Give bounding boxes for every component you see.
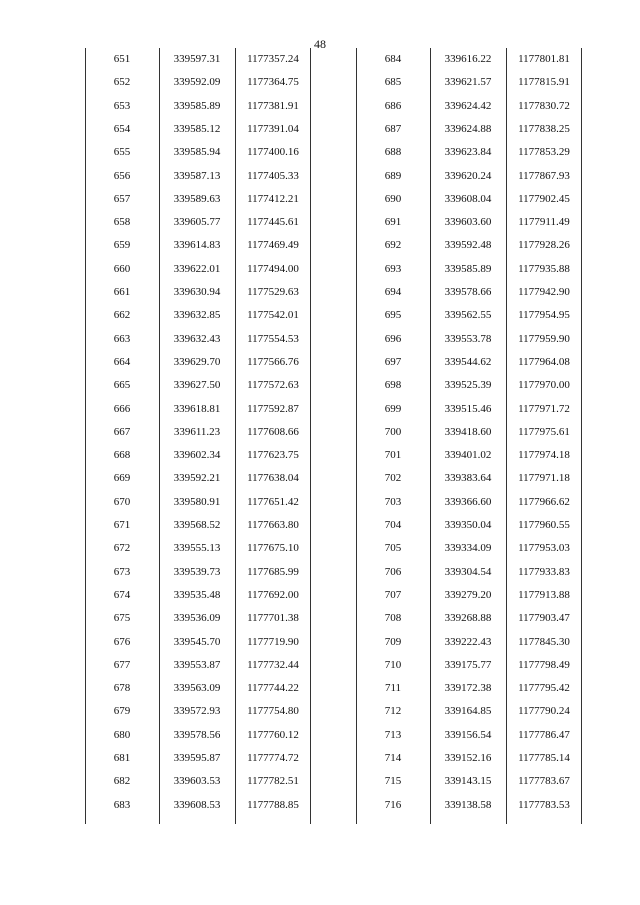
y-coordinate-cell: 1177971.18 bbox=[518, 472, 570, 485]
coordinate-table-left bbox=[85, 48, 310, 824]
table-row bbox=[85, 188, 310, 211]
x-coordinate-cell: 339578.66 bbox=[444, 286, 492, 298]
table-row bbox=[356, 444, 581, 467]
point-number-cell: 708 bbox=[384, 612, 402, 625]
point-number-cell: 697 bbox=[384, 355, 402, 368]
y-coordinate-cell: 1177838.25 bbox=[518, 122, 570, 135]
y-coordinate-cell: 1177566.76 bbox=[247, 355, 299, 368]
point-number-cell: 688 bbox=[384, 146, 402, 159]
y-coordinate-cell: 1177357.24 bbox=[247, 53, 299, 65]
point-number-cell: 684 bbox=[384, 53, 402, 65]
y-coordinate-cell: 1177903.47 bbox=[518, 612, 570, 625]
table-row bbox=[356, 118, 581, 141]
point-number-cell: 657 bbox=[113, 192, 131, 205]
table-row bbox=[85, 677, 310, 700]
table-row bbox=[85, 794, 310, 817]
x-coordinate-cell: 339630.94 bbox=[173, 286, 221, 298]
y-coordinate-cell: 1177867.93 bbox=[518, 169, 570, 182]
x-coordinate-cell: 339608.04 bbox=[444, 192, 492, 205]
point-number-cell: 681 bbox=[113, 752, 131, 764]
point-number-cell: 675 bbox=[113, 612, 131, 625]
point-number-cell: 715 bbox=[384, 775, 402, 788]
y-coordinate-cell: 1177801.81 bbox=[518, 53, 570, 65]
table-row bbox=[356, 747, 581, 770]
point-number-cell: 700 bbox=[384, 425, 402, 438]
table-row bbox=[356, 141, 581, 164]
table-row bbox=[85, 537, 310, 560]
table-row bbox=[85, 118, 310, 141]
x-coordinate-cell: 339172.38 bbox=[444, 682, 492, 695]
point-number-cell: 698 bbox=[384, 379, 402, 392]
x-coordinate-cell: 339605.77 bbox=[173, 216, 221, 229]
point-number-cell: 655 bbox=[113, 146, 131, 159]
x-coordinate-cell: 339585.94 bbox=[173, 146, 221, 159]
table-row bbox=[356, 654, 581, 677]
x-coordinate-cell: 339611.23 bbox=[173, 425, 221, 438]
table-row bbox=[356, 631, 581, 654]
x-coordinate-cell: 339156.54 bbox=[444, 728, 492, 741]
table-row bbox=[356, 514, 581, 537]
point-number-cell: 694 bbox=[384, 286, 402, 298]
point-number-cell: 711 bbox=[384, 682, 402, 695]
point-number-cell: 703 bbox=[384, 495, 402, 508]
y-coordinate-cell: 1177795.42 bbox=[518, 682, 570, 695]
point-number-cell: 705 bbox=[384, 542, 402, 555]
y-coordinate-cell: 1177788.85 bbox=[247, 798, 299, 811]
point-number-cell: 664 bbox=[113, 355, 131, 368]
y-coordinate-cell: 1177592.87 bbox=[247, 402, 299, 415]
x-coordinate-cell: 339602.34 bbox=[173, 449, 221, 462]
table-row bbox=[85, 421, 310, 444]
x-coordinate-cell: 339304.54 bbox=[444, 565, 492, 578]
x-coordinate-cell: 339138.58 bbox=[444, 798, 492, 811]
x-coordinate-cell: 339572.93 bbox=[173, 705, 221, 718]
table-row bbox=[85, 281, 310, 304]
point-number-cell: 710 bbox=[384, 658, 402, 671]
y-coordinate-cell: 1177405.33 bbox=[247, 169, 299, 182]
y-coordinate-cell: 1177959.90 bbox=[518, 332, 570, 345]
y-coordinate-cell: 1177663.80 bbox=[247, 519, 299, 531]
y-coordinate-cell: 1177391.04 bbox=[247, 122, 299, 135]
y-coordinate-cell: 1177744.22 bbox=[247, 682, 299, 695]
y-coordinate-cell: 1177782.51 bbox=[247, 775, 299, 788]
y-coordinate-cell: 1177928.26 bbox=[518, 239, 570, 252]
x-coordinate-cell: 339603.53 bbox=[173, 775, 221, 788]
table-row bbox=[85, 654, 310, 677]
x-coordinate-cell: 339401.02 bbox=[444, 449, 492, 462]
y-coordinate-cell: 1177974.18 bbox=[518, 449, 570, 462]
point-number-cell: 652 bbox=[113, 76, 131, 89]
point-number-cell: 661 bbox=[113, 286, 131, 298]
point-number-cell: 676 bbox=[113, 635, 131, 648]
x-coordinate-cell: 339268.88 bbox=[444, 612, 492, 625]
table-row bbox=[356, 211, 581, 234]
point-number-cell: 714 bbox=[384, 752, 402, 764]
y-coordinate-cell: 1177971.72 bbox=[518, 402, 570, 415]
y-coordinate-cell: 1177364.75 bbox=[247, 76, 299, 89]
x-coordinate-cell: 339620.24 bbox=[444, 169, 492, 182]
y-coordinate-cell: 1177913.88 bbox=[518, 588, 570, 601]
y-coordinate-cell: 1177970.00 bbox=[518, 379, 570, 392]
table-row bbox=[85, 304, 310, 327]
point-number-cell: 663 bbox=[113, 332, 131, 345]
y-coordinate-cell: 1177445.61 bbox=[247, 216, 299, 229]
table-row bbox=[85, 351, 310, 374]
point-number-cell: 695 bbox=[384, 309, 402, 322]
point-number-cell: 701 bbox=[384, 449, 402, 462]
y-coordinate-cell: 1177774.72 bbox=[247, 752, 299, 764]
y-coordinate-cell: 1177701.38 bbox=[247, 612, 299, 625]
x-coordinate-cell: 339279.20 bbox=[444, 588, 492, 601]
y-coordinate-cell: 1177785.14 bbox=[518, 752, 570, 764]
x-coordinate-cell: 339164.85 bbox=[444, 705, 492, 718]
x-coordinate-cell: 339623.84 bbox=[444, 146, 492, 159]
point-number-cell: 707 bbox=[384, 588, 402, 601]
x-coordinate-cell: 339578.56 bbox=[173, 728, 221, 741]
table-row bbox=[356, 561, 581, 584]
x-coordinate-cell: 339632.85 bbox=[173, 309, 221, 322]
point-number-cell: 658 bbox=[113, 216, 131, 229]
x-coordinate-cell: 339587.13 bbox=[173, 169, 221, 182]
table-row bbox=[356, 95, 581, 118]
table-row bbox=[356, 421, 581, 444]
point-number-cell: 704 bbox=[384, 519, 402, 531]
x-coordinate-cell: 339627.50 bbox=[173, 379, 221, 392]
point-number-cell: 665 bbox=[113, 379, 131, 392]
table-row bbox=[85, 770, 310, 793]
point-number-cell: 683 bbox=[113, 798, 131, 811]
x-coordinate-cell: 339515.46 bbox=[444, 402, 492, 415]
y-coordinate-cell: 1177608.66 bbox=[247, 425, 299, 438]
table-row bbox=[356, 258, 581, 281]
table-row bbox=[85, 700, 310, 723]
point-number-cell: 666 bbox=[113, 402, 131, 415]
x-coordinate-cell: 339563.09 bbox=[173, 682, 221, 695]
point-number-cell: 678 bbox=[113, 682, 131, 695]
table-row bbox=[85, 491, 310, 514]
point-number-cell: 670 bbox=[113, 495, 131, 508]
table-row bbox=[356, 281, 581, 304]
y-coordinate-cell: 1177830.72 bbox=[518, 99, 570, 112]
point-number-cell: 677 bbox=[113, 658, 131, 671]
table-row bbox=[356, 71, 581, 94]
table-row bbox=[85, 607, 310, 630]
x-coordinate-cell: 339553.78 bbox=[444, 332, 492, 345]
x-coordinate-cell: 339621.57 bbox=[444, 76, 492, 89]
table-row bbox=[356, 165, 581, 188]
y-coordinate-cell: 1177529.63 bbox=[247, 286, 299, 298]
table-row bbox=[356, 770, 581, 793]
y-coordinate-cell: 1177719.90 bbox=[247, 635, 299, 648]
table-row bbox=[85, 561, 310, 584]
x-coordinate-cell: 339592.09 bbox=[173, 76, 221, 89]
point-number-cell: 656 bbox=[113, 169, 131, 182]
table-row bbox=[85, 234, 310, 257]
y-coordinate-cell: 1177685.99 bbox=[247, 565, 299, 578]
y-coordinate-cell: 1177815.91 bbox=[518, 76, 570, 89]
table-row bbox=[356, 351, 581, 374]
point-number-cell: 716 bbox=[384, 798, 402, 811]
point-number-cell: 668 bbox=[113, 449, 131, 462]
y-coordinate-cell: 1177964.08 bbox=[518, 355, 570, 368]
point-number-cell: 686 bbox=[384, 99, 402, 112]
point-number-cell: 713 bbox=[384, 728, 402, 741]
point-number-cell: 671 bbox=[113, 519, 131, 531]
table-row bbox=[85, 211, 310, 234]
x-coordinate-cell: 339152.16 bbox=[444, 752, 492, 764]
table-row bbox=[356, 234, 581, 257]
x-coordinate-cell: 339545.70 bbox=[173, 635, 221, 648]
point-number-cell: 651 bbox=[113, 53, 131, 65]
y-coordinate-cell: 1177960.55 bbox=[518, 519, 570, 531]
table-row bbox=[356, 304, 581, 327]
coordinate-table-right bbox=[356, 48, 581, 824]
point-number-cell: 660 bbox=[113, 262, 131, 275]
x-coordinate-cell: 339622.01 bbox=[173, 262, 221, 275]
x-coordinate-cell: 339632.43 bbox=[173, 332, 221, 345]
y-coordinate-cell: 1177966.62 bbox=[518, 495, 570, 508]
table-row bbox=[85, 467, 310, 490]
y-coordinate-cell: 1177381.91 bbox=[247, 99, 299, 112]
y-coordinate-cell: 1177798.49 bbox=[518, 658, 570, 671]
x-coordinate-cell: 339616.22 bbox=[444, 53, 492, 65]
point-number-cell: 702 bbox=[384, 472, 402, 485]
table-row bbox=[356, 584, 581, 607]
table-row bbox=[356, 48, 581, 71]
y-coordinate-cell: 1177675.10 bbox=[247, 542, 299, 555]
point-number-cell: 653 bbox=[113, 99, 131, 112]
point-number-cell: 689 bbox=[384, 169, 402, 182]
x-coordinate-cell: 339568.52 bbox=[173, 519, 221, 531]
table-row bbox=[356, 794, 581, 817]
y-coordinate-cell: 1177554.53 bbox=[247, 332, 299, 345]
table-row bbox=[85, 328, 310, 351]
y-coordinate-cell: 1177933.83 bbox=[518, 565, 570, 578]
y-coordinate-cell: 1177469.49 bbox=[247, 239, 299, 252]
x-coordinate-cell: 339418.60 bbox=[444, 425, 492, 438]
y-coordinate-cell: 1177954.95 bbox=[518, 309, 570, 322]
y-coordinate-cell: 1177760.12 bbox=[247, 728, 299, 741]
x-coordinate-cell: 339366.60 bbox=[444, 495, 492, 508]
y-coordinate-cell: 1177935.88 bbox=[518, 262, 570, 275]
y-coordinate-cell: 1177975.61 bbox=[518, 425, 570, 438]
table-row bbox=[85, 71, 310, 94]
x-coordinate-cell: 339143.15 bbox=[444, 775, 492, 788]
table-row bbox=[85, 95, 310, 118]
point-number-cell: 672 bbox=[113, 542, 131, 555]
table-row bbox=[85, 165, 310, 188]
x-coordinate-cell: 339618.81 bbox=[173, 402, 221, 415]
table-row bbox=[356, 724, 581, 747]
table-row bbox=[85, 631, 310, 654]
page-number: 48 bbox=[314, 37, 326, 51]
point-number-cell: 662 bbox=[113, 309, 131, 322]
point-number-cell: 692 bbox=[384, 239, 402, 252]
table-row bbox=[85, 724, 310, 747]
y-coordinate-cell: 1177783.67 bbox=[518, 775, 570, 788]
table-row bbox=[85, 258, 310, 281]
table-row bbox=[85, 398, 310, 421]
table-row bbox=[85, 514, 310, 537]
table-row bbox=[85, 747, 310, 770]
point-number-cell: 693 bbox=[384, 262, 402, 275]
x-coordinate-cell: 339624.88 bbox=[444, 122, 492, 135]
y-coordinate-cell: 1177638.04 bbox=[247, 472, 299, 485]
point-number-cell: 685 bbox=[384, 76, 402, 89]
table-row bbox=[356, 328, 581, 351]
y-coordinate-cell: 1177902.45 bbox=[518, 192, 570, 205]
point-number-cell: 690 bbox=[384, 192, 402, 205]
table-row bbox=[356, 607, 581, 630]
y-coordinate-cell: 1177911.49 bbox=[518, 216, 570, 229]
x-coordinate-cell: 339383.64 bbox=[444, 472, 492, 485]
x-coordinate-cell: 339350.04 bbox=[444, 519, 492, 531]
x-coordinate-cell: 339592.48 bbox=[444, 239, 492, 252]
x-coordinate-cell: 339222.43 bbox=[444, 635, 492, 648]
y-coordinate-cell: 1177786.47 bbox=[518, 728, 570, 741]
x-coordinate-cell: 339608.53 bbox=[173, 798, 221, 811]
table-row bbox=[356, 491, 581, 514]
y-coordinate-cell: 1177692.00 bbox=[247, 588, 299, 601]
point-number-cell: 674 bbox=[113, 588, 131, 601]
point-number-cell: 682 bbox=[113, 775, 131, 788]
point-number-cell: 699 bbox=[384, 402, 402, 415]
y-coordinate-cell: 1177732.44 bbox=[247, 658, 299, 671]
x-coordinate-cell: 339580.91 bbox=[173, 495, 221, 508]
table-row bbox=[85, 584, 310, 607]
x-coordinate-cell: 339585.89 bbox=[173, 99, 221, 112]
x-coordinate-cell: 339592.21 bbox=[173, 472, 221, 485]
table-row bbox=[85, 374, 310, 397]
x-coordinate-cell: 339595.87 bbox=[173, 752, 221, 764]
table-row bbox=[356, 677, 581, 700]
table-row bbox=[85, 141, 310, 164]
x-coordinate-cell: 339562.55 bbox=[444, 309, 492, 322]
y-coordinate-cell: 1177412.21 bbox=[247, 192, 299, 205]
table-row bbox=[85, 444, 310, 467]
table-row bbox=[85, 48, 310, 71]
x-coordinate-cell: 339585.12 bbox=[173, 122, 221, 135]
point-number-cell: 712 bbox=[384, 705, 402, 718]
table-row bbox=[356, 467, 581, 490]
table-row bbox=[356, 398, 581, 421]
x-coordinate-cell: 339535.48 bbox=[173, 588, 221, 601]
y-coordinate-cell: 1177790.24 bbox=[518, 705, 570, 718]
y-coordinate-cell: 1177542.01 bbox=[247, 309, 299, 322]
x-coordinate-cell: 339603.60 bbox=[444, 216, 492, 229]
x-coordinate-cell: 339175.77 bbox=[444, 658, 492, 671]
y-coordinate-cell: 1177783.53 bbox=[518, 798, 570, 811]
point-number-cell: 680 bbox=[113, 728, 131, 741]
point-number-cell: 654 bbox=[113, 122, 131, 135]
y-coordinate-cell: 1177572.63 bbox=[247, 379, 299, 392]
y-coordinate-cell: 1177845.30 bbox=[518, 635, 570, 648]
x-coordinate-cell: 339544.62 bbox=[444, 355, 492, 368]
y-coordinate-cell: 1177400.16 bbox=[247, 146, 299, 159]
x-coordinate-cell: 339585.89 bbox=[444, 262, 492, 275]
x-coordinate-cell: 339555.13 bbox=[173, 542, 221, 555]
x-coordinate-cell: 339597.31 bbox=[173, 53, 221, 65]
table-row bbox=[356, 374, 581, 397]
point-number-cell: 673 bbox=[113, 565, 131, 578]
y-coordinate-cell: 1177494.00 bbox=[247, 262, 299, 275]
x-coordinate-cell: 339553.87 bbox=[173, 658, 221, 671]
y-coordinate-cell: 1177953.03 bbox=[518, 542, 570, 555]
point-number-cell: 691 bbox=[384, 216, 402, 229]
x-coordinate-cell: 339539.73 bbox=[173, 565, 221, 578]
point-number-cell: 659 bbox=[113, 239, 131, 252]
table-row bbox=[356, 537, 581, 560]
y-coordinate-cell: 1177623.75 bbox=[247, 449, 299, 462]
point-number-cell: 667 bbox=[113, 425, 131, 438]
x-coordinate-cell: 339629.70 bbox=[173, 355, 221, 368]
x-coordinate-cell: 339624.42 bbox=[444, 99, 492, 112]
x-coordinate-cell: 339614.83 bbox=[173, 239, 221, 252]
y-coordinate-cell: 1177853.29 bbox=[518, 146, 570, 159]
table-row bbox=[356, 188, 581, 211]
point-number-cell: 706 bbox=[384, 565, 402, 578]
x-coordinate-cell: 339536.09 bbox=[173, 612, 221, 625]
x-coordinate-cell: 339525.39 bbox=[444, 379, 492, 392]
y-coordinate-cell: 1177942.90 bbox=[518, 286, 570, 298]
x-coordinate-cell: 339589.63 bbox=[173, 192, 221, 205]
point-number-cell: 669 bbox=[113, 472, 131, 485]
table-row bbox=[356, 700, 581, 723]
point-number-cell: 687 bbox=[384, 122, 402, 135]
y-coordinate-cell: 1177651.42 bbox=[247, 495, 299, 508]
point-number-cell: 709 bbox=[384, 635, 402, 648]
point-number-cell: 679 bbox=[113, 705, 131, 718]
x-coordinate-cell: 339334.09 bbox=[444, 542, 492, 555]
y-coordinate-cell: 1177754.80 bbox=[247, 705, 299, 718]
point-number-cell: 696 bbox=[384, 332, 402, 345]
